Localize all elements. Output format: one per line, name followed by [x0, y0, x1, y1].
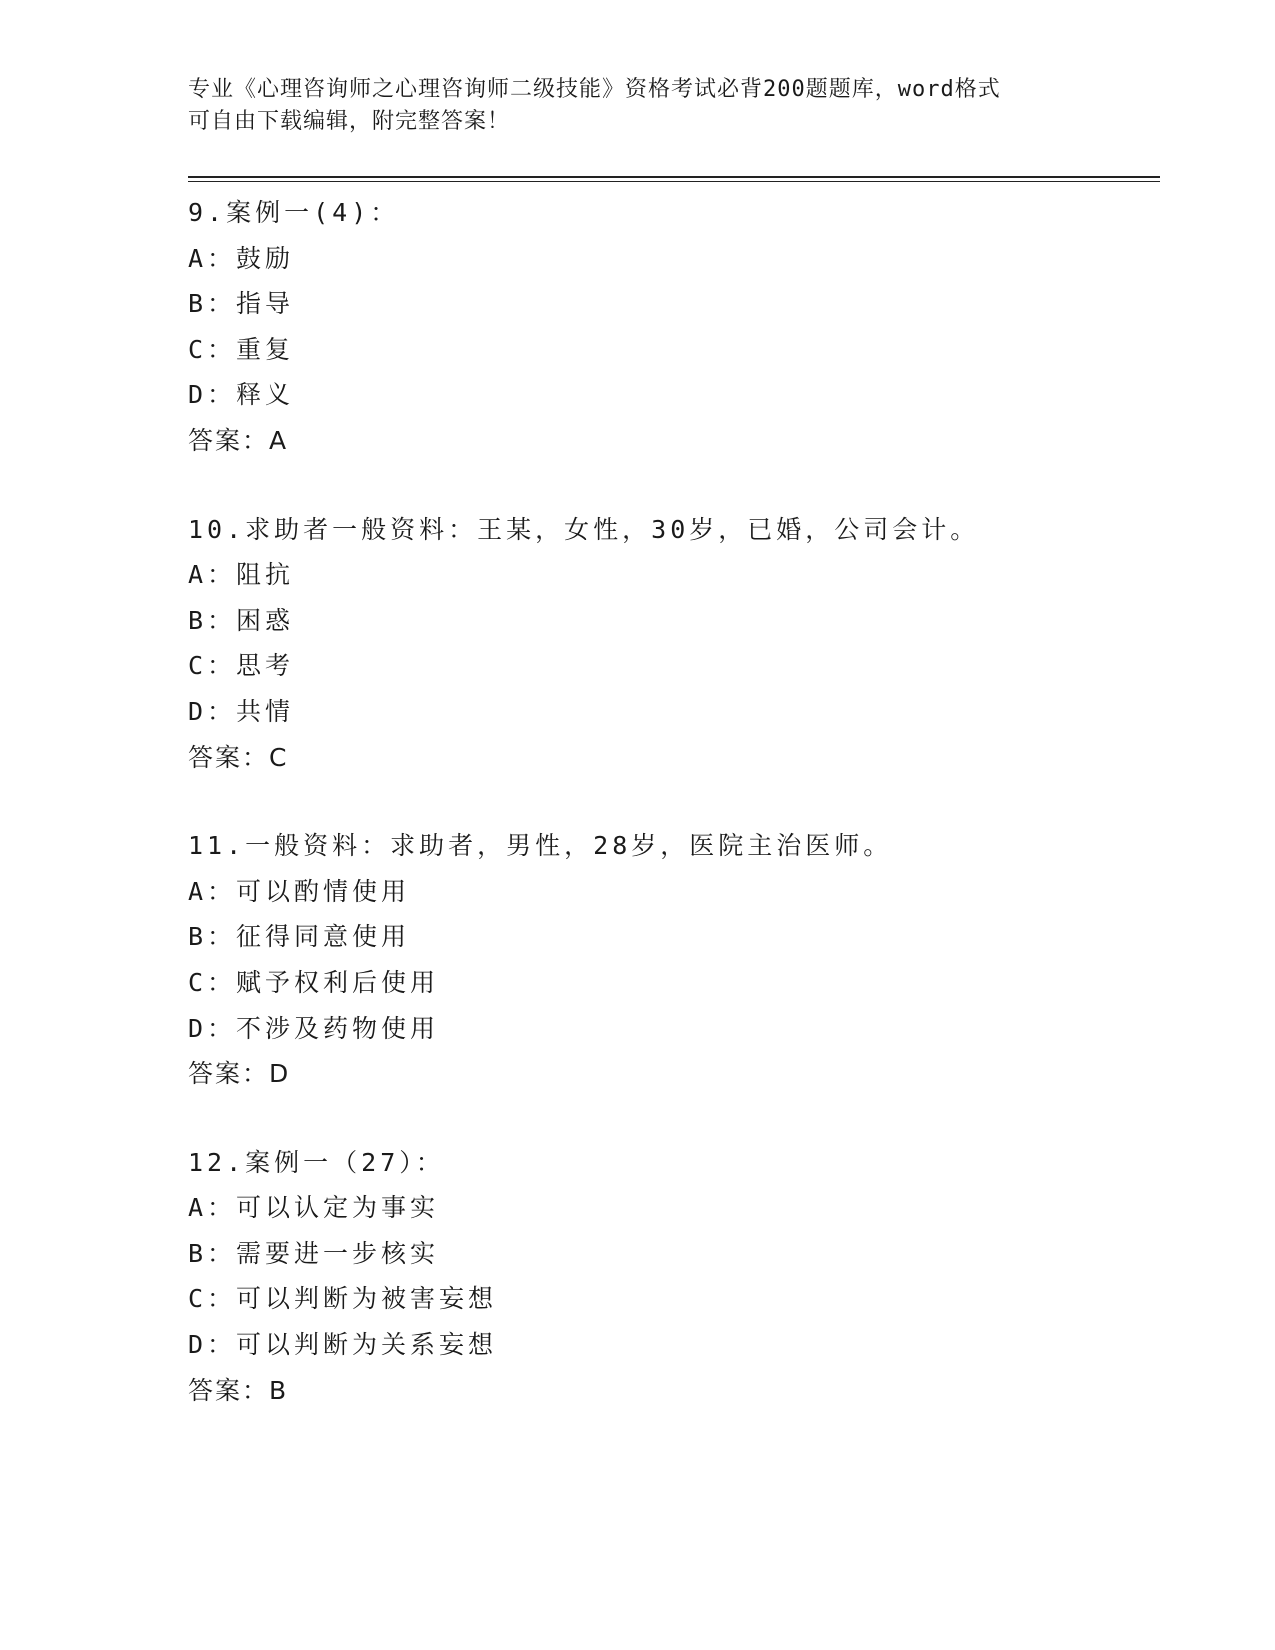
answer-label: 答案：D	[188, 1059, 291, 1089]
option-a: A：可以酌情使用	[188, 876, 411, 906]
answer-label: 答案：C	[188, 742, 289, 772]
question-9	[188, 190, 1168, 464]
header-divider-thin	[188, 181, 1160, 182]
option-a: A：鼓励	[188, 243, 295, 273]
answer-label: 答案：A	[188, 425, 289, 455]
document-header	[188, 74, 1088, 138]
question-11	[188, 823, 1168, 1097]
question-stem: 9.案例一(4)：	[188, 198, 400, 227]
option-d: D：不涉及药物使用	[188, 1013, 440, 1043]
question-stem: 11.一般资料：求助者，男性，28岁，医院主治医师。	[188, 831, 893, 861]
option-d: D：可以判断为关系妄想	[188, 1330, 498, 1360]
option-a: A：可以认定为事实	[188, 1193, 440, 1223]
option-b: B：需要进一步核实	[188, 1238, 440, 1268]
option-b: B：困惑	[188, 605, 295, 635]
answer-label: 答案：B	[188, 1375, 289, 1405]
question-list	[188, 190, 1168, 1456]
header-line-2: 可自由下载编辑，附完整答案！	[188, 109, 511, 134]
option-b: B：征得同意使用	[188, 922, 411, 952]
question-stem: 12.案例一（27）：	[188, 1147, 445, 1177]
option-b: B：指导	[188, 289, 295, 319]
question-10	[188, 507, 1168, 781]
question-stem: 10.求助者一般资料：王某，女性，30岁，已婚，公司会计。	[188, 514, 980, 544]
header-line-1: 专业《心理咨询师之心理咨询师二级技能》资格考试必背200题题库，word格式	[188, 77, 1001, 102]
option-d: D：共情	[188, 696, 295, 726]
question-12	[188, 1140, 1168, 1414]
header-divider	[188, 176, 1160, 178]
option-c: C：思考	[188, 651, 295, 681]
option-c: C：重复	[188, 334, 295, 364]
option-d: D：释义	[188, 380, 295, 410]
option-c: C：可以判断为被害妄想	[188, 1284, 498, 1314]
option-a: A：阻抗	[188, 560, 295, 590]
option-c: C：赋予权利后使用	[188, 967, 440, 997]
